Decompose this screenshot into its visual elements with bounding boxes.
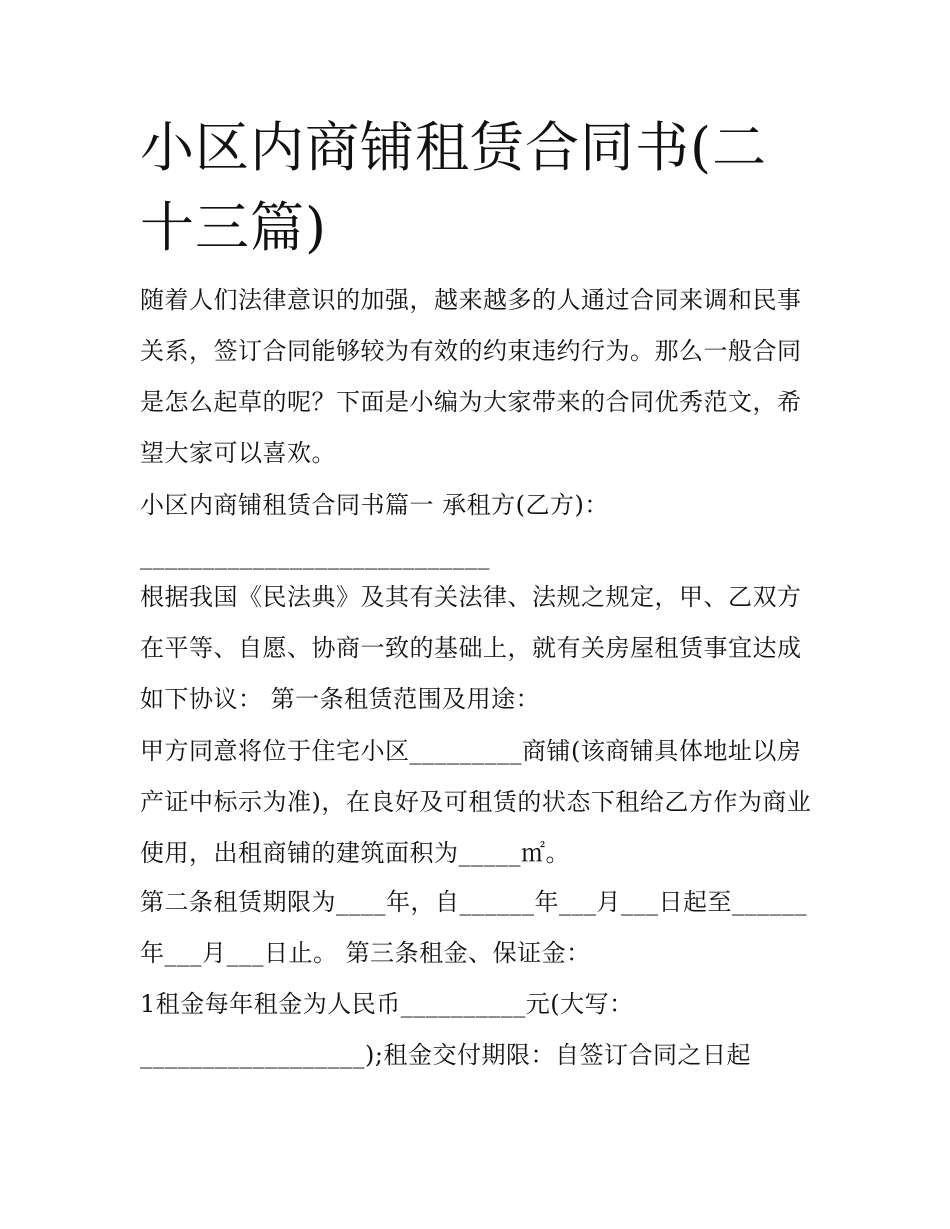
section-one-heading: 小区内商铺租赁合同书篇一 承租方(乙方)： xyxy=(140,491,609,519)
legal-basis-paragraph: 根据我国《民法典》及其有关法律、法规之规定，甲、乙双方在平等、自愿、协商一致的基础上，就有关房屋租赁事宜达成如下协议： 第一条租赁范围及用途： xyxy=(140,583,802,713)
article-two-paragraph: 第二条租赁期限为____年，自______年___月___日起至______年___月___日止。 第三条租金、保证金： xyxy=(140,888,807,967)
article-three-paragraph: 1租金每年租金为人民币__________元(大写：__________________);租金交付期限：自签订合同之日起 xyxy=(140,990,751,1069)
document-title: 小区内商铺租赁合同书(二十三篇) xyxy=(140,116,768,259)
intro-paragraph: 随着人们法律意识的加强，越来越多的人通过合同来调和民事关系，签订合同能够较为有效的约束违约行为。那么一般合同是怎么起草的呢？下面是小编为大家带来的合同优秀范文，希望大家可以喜欢。 xyxy=(140,286,802,467)
article-one-paragraph: 甲方同意将位于住宅小区_________商铺(该商铺具体地址以房产证中标示为准)，在良好及可租赁的状态下租给乙方作为商业使用，出租商铺的建筑面积为_____㎡。 xyxy=(140,737,812,867)
blank-fill-line: ____________________________ xyxy=(140,542,490,570)
